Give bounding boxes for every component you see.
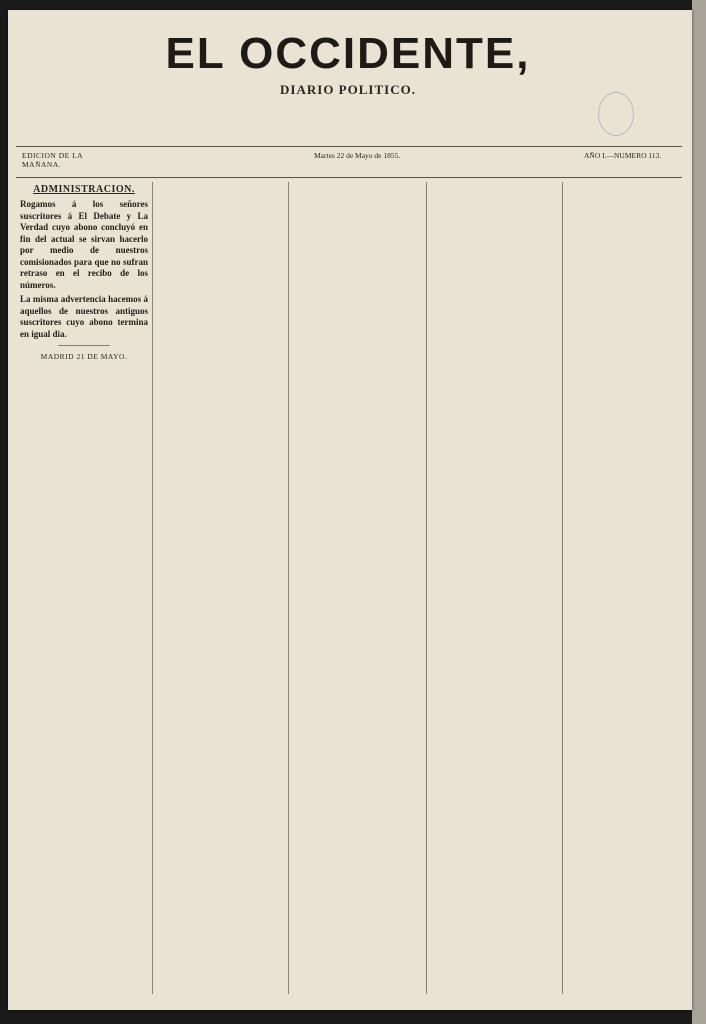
column-1 bbox=[20, 182, 148, 994]
header-info-row bbox=[16, 146, 682, 178]
section-heading-administracion: ADMINISTRACION. bbox=[33, 184, 135, 195]
library-stamp-seal bbox=[598, 92, 634, 136]
separator bbox=[58, 345, 109, 346]
subscriber-notice-2: La misma advertencia hacemos á aquellos de nuestros antiguos suscritores cuyo abono termina en igual dia. bbox=[20, 294, 148, 339]
subscriber-notice: Rogamos á los señores suscritores á El Debate y La Verdad cuyo abono concluyó en fin del actual se sirvan hacerlo por medio de nuestros comisionados para que no sufran retraso en el recibo de los números. bbox=[20, 199, 148, 290]
column-rule bbox=[288, 182, 289, 994]
column-rule bbox=[152, 182, 153, 994]
masthead bbox=[158, 29, 538, 98]
column-2 bbox=[156, 182, 284, 994]
newspaper-page bbox=[8, 10, 692, 1010]
column-4 bbox=[430, 182, 558, 994]
issue-number: AÑO I.—NUMERO 113. bbox=[584, 151, 662, 160]
issue-date: Martes 22 de Mayo de 1855. bbox=[314, 151, 401, 160]
edition-label: EDICION DE LA MAÑANA. bbox=[22, 151, 83, 169]
newspaper-subtitle: DIARIO POLITICO. bbox=[280, 82, 416, 97]
newspaper-title: EL OCCIDENTE, bbox=[165, 29, 531, 78]
column-5 bbox=[566, 182, 682, 994]
column-rule bbox=[426, 182, 427, 994]
dateline-madrid: MADRID 21 DE MAYO. bbox=[40, 352, 128, 361]
column-rule bbox=[562, 182, 563, 994]
page-edge-strip bbox=[692, 0, 706, 1024]
column-3 bbox=[292, 182, 422, 994]
